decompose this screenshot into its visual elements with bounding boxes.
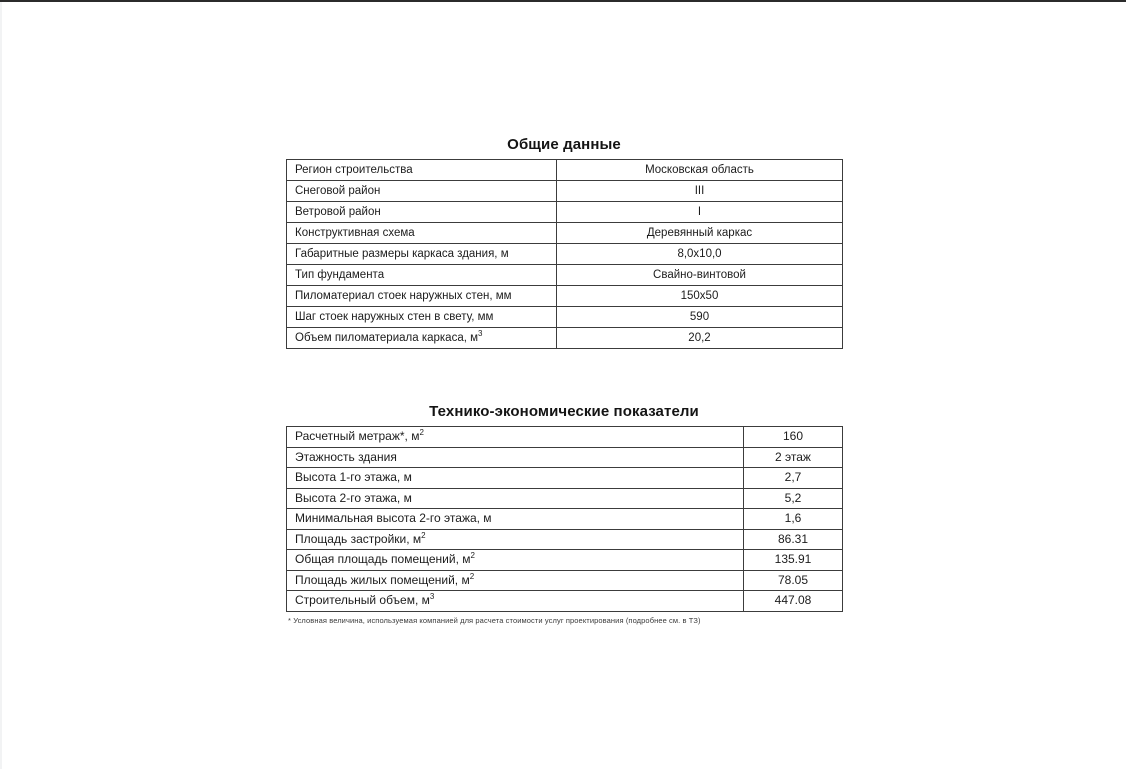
table-technical-economic-indicators-body <box>287 427 843 612</box>
section-technical-economic-indicators <box>286 403 842 626</box>
table-row <box>287 202 843 223</box>
general-data-label-cell: Ветровой район <box>287 202 557 223</box>
unit-superscript: 2 <box>469 571 475 581</box>
table-row <box>287 160 843 181</box>
tep-label-cell: Строительный объем, $м^3$ <box>287 591 744 612</box>
footnote-calculated-area: * Условная величина, используемая компанией для расчета стоимости услуг проектирования (подробнее см. в ТЗ) <box>288 615 701 625</box>
unit-superscript: 3 <box>429 592 435 602</box>
table-row <box>287 447 843 468</box>
unit-superscript: 2 <box>470 551 475 561</box>
table-row <box>287 570 843 591</box>
unit-superscript: 2 <box>421 530 426 540</box>
table-row <box>287 509 843 530</box>
general-data-value-cell: Свайно-винтовой <box>557 265 843 286</box>
tep-label-cell: Площадь застройки, $м^2$ <box>287 529 744 550</box>
general-data-value-cell: 20,2 <box>557 328 843 349</box>
general-data-label-cell: Габаритные размеры каркаса здания, м <box>287 244 557 265</box>
unit-superscript: 3 <box>478 328 483 338</box>
tep-label-cell: Высота 1-го этажа, м <box>287 468 744 489</box>
table-row <box>287 488 843 509</box>
tep-label-cell: Этажность здания <box>287 447 744 468</box>
table-row <box>287 286 843 307</box>
tep-label-cell: Площадь жилых помещений, $м^2$ <box>287 570 744 591</box>
tep-value-cell: 1,6 <box>744 509 843 530</box>
tep-label-cell: Расчетный метраж*, $м^2$ <box>287 427 744 448</box>
section-title-general-data: Общие данные <box>507 136 621 153</box>
tep-label-cell: Общая площадь помещений, $м^2$ <box>287 550 744 571</box>
tep-value-cell: 160 <box>744 427 843 448</box>
table-row <box>287 529 843 550</box>
general-data-label-cell: Шаг стоек наружных стен в свету, мм <box>287 307 557 328</box>
general-data-label-cell: Объем пиломатериала каркаса, $м^3$ <box>287 328 557 349</box>
tep-value-cell: 2,7 <box>744 468 843 489</box>
general-data-label-cell: Снеговой район <box>287 181 557 202</box>
section-title-technical-economic-indicators: Технико-экономические показатели <box>429 403 699 420</box>
tep-value-cell: 447.08 <box>744 591 843 612</box>
tep-value-cell: 5,2 <box>744 488 843 509</box>
table-row <box>287 307 843 328</box>
table-row <box>287 427 843 448</box>
table-technical-economic-indicators <box>286 426 843 612</box>
general-data-label-cell: Конструктивная схема <box>287 223 557 244</box>
general-data-value-cell: 150x50 <box>557 286 843 307</box>
general-data-value-cell: 8,0x10,0 <box>557 244 843 265</box>
general-data-value-cell: 590 <box>557 307 843 328</box>
table-row <box>287 223 843 244</box>
general-data-value-cell: Деревянный каркас <box>557 223 843 244</box>
general-data-label-cell: Регион строительства <box>287 160 557 181</box>
general-data-label-cell: Пиломатериал стоек наружных стен, мм <box>287 286 557 307</box>
tep-label-cell: Минимальная высота 2-го этажа, м <box>287 509 744 530</box>
tep-value-cell: 78.05 <box>744 570 843 591</box>
table-row <box>287 468 843 489</box>
table-row <box>287 591 843 612</box>
tep-value-cell: 86.31 <box>744 529 843 550</box>
tep-value-cell: 2 этаж <box>744 447 843 468</box>
table-general-data-body <box>287 160 843 349</box>
table-row <box>287 244 843 265</box>
general-data-label-cell: Тип фундамента <box>287 265 557 286</box>
table-row <box>287 265 843 286</box>
tep-value-cell: 135.91 <box>744 550 843 571</box>
general-data-value-cell: Московская область <box>557 160 843 181</box>
general-data-value-cell: III <box>557 181 843 202</box>
table-general-data <box>286 159 843 349</box>
general-data-value-cell: I <box>557 202 843 223</box>
unit-superscript: 2 <box>419 428 424 438</box>
section-general-data <box>286 136 842 349</box>
table-row <box>287 181 843 202</box>
table-row <box>287 550 843 571</box>
table-row <box>287 328 843 349</box>
tep-label-cell: Высота 2-го этажа, м <box>287 488 744 509</box>
